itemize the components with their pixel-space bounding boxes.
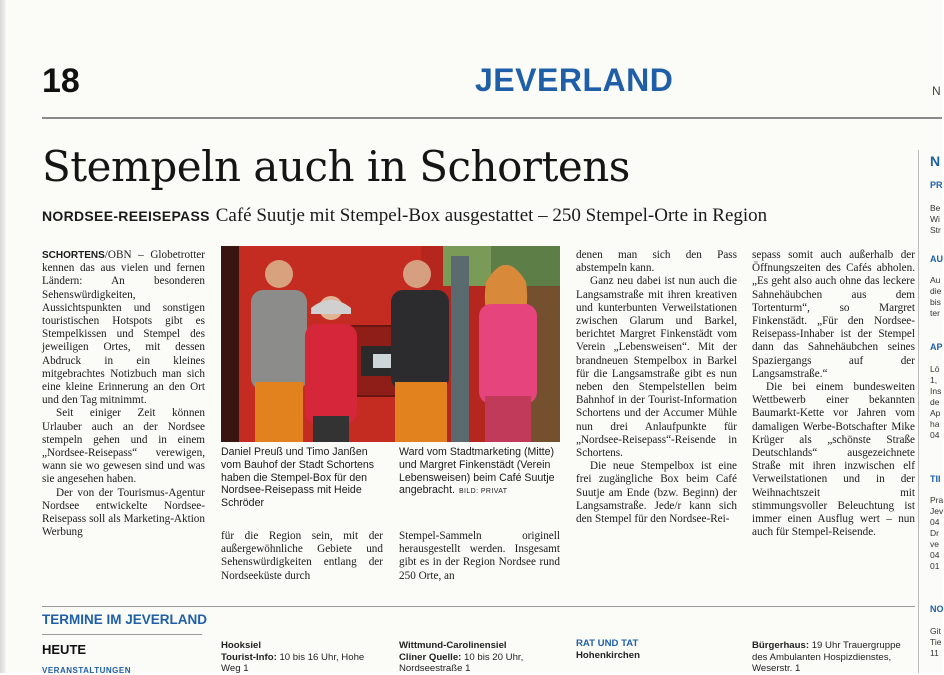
sidebar-subhead-1: PR xyxy=(930,180,943,190)
sidebar-subhead-2: AU xyxy=(930,254,943,264)
termine-col1-text: 10 bis 16 Uhr, Hohe Weg 1 xyxy=(221,651,365,674)
sidebar-subhead-5: NO xyxy=(930,604,944,614)
termine-col4-venue: Bürgerhaus: xyxy=(752,640,810,651)
sidebar-text-1: Be Wi Str xyxy=(930,203,941,235)
col4-paragraph-2: Ganz neu dabei ist nun auch die Langsamstraße mit ihren kreativen und kunterbunten Verweilstationen zwischen Glarum und Barkel, berichtet Margret Finkenstädt vom Verein „Lebensweisen“. Mit der brandneuen Stempelbox in Barkel für die Langsamstraße gibt es nun neben den Stempelstellen beim Bahnhof in der Tourist-Information Schortens und der Accumer Mühle nun drei Anlaufpunkte für „Nordsee-Reisepass“-Reisende in Schortens. xyxy=(576,275,737,460)
termine-col1-place: Hooksiel xyxy=(221,640,261,651)
article-headline: Stempeln auch in Schortens xyxy=(42,142,630,191)
termine-col4-text: 19 Uhr Trauergruppe des Ambulanten Hospizdienstes, Weserstr. 1 xyxy=(752,640,901,674)
photo-caption-right-text: Ward vom Stadtmarketing (Mitte) und Margret Finkenstädt (Verein Lebensweisen) beim Café Suutje angebracht. xyxy=(399,446,555,497)
sidebar-text-2: Au die bis ter xyxy=(930,275,942,318)
termine-rule xyxy=(42,606,915,607)
col1-paragraph-3: Der von der Tourismus-Agentur Nordsee entwickelte Nordsee-Reisepass soll als Marketing-Aktion Werbung xyxy=(42,486,205,539)
heute-subheading: VERANSTALTUNGEN xyxy=(42,666,131,675)
page-number: 18 xyxy=(42,62,80,100)
heute-rule xyxy=(42,634,202,635)
termine-col2-venue: Cliner Quelle: xyxy=(399,651,462,663)
photo-caption-left: Daniel Preuß und Timo Janßen vom Bauhof der Stadt Schortens haben die Stempel-Box für den Nordsee-Reisepass mit Heide Schröder xyxy=(221,446,375,510)
sidebar-heading: N xyxy=(930,153,941,169)
article-column-3 xyxy=(399,530,560,583)
photo-credit: BILD: PRIVAT xyxy=(458,488,508,496)
sidebar-subhead-3: AP xyxy=(930,342,943,352)
page-fold-shadow xyxy=(0,0,6,673)
sidebar-text-4: Pra Jev 04 Dr ve 04 01 xyxy=(930,495,944,571)
photo-caption-right xyxy=(399,446,560,499)
article-column-4 xyxy=(576,249,737,526)
photo-illustration xyxy=(221,246,560,442)
article-kicker xyxy=(42,205,767,227)
heute-label: HEUTE xyxy=(42,642,87,657)
sidebar-text-5: Git Tie 11 xyxy=(930,626,942,658)
article-column-1 xyxy=(42,249,205,539)
termine-col1-venue: Tourist-Info: xyxy=(221,651,277,663)
col1-paragraph-2: Seit einiger Zeit können Urlauber auch an der Nordsee stempeln gehen und in einem „Nordsee-Reisepass“ verewigen, wann sie wo gewesen sind und was sie angesehen haben. xyxy=(42,407,205,486)
header-rule xyxy=(42,117,942,119)
col1-paragraph-1: /OBN – Globetrotter kennen das aus vielen und fernen Ländern: An besonderen Sehenswürdigkeiten, Aussichtspunkten und sonstigen touristischen Hotspots gibt es Stempelkissen und Stempel des jeweiligen Ortes, mit dessen Abdruck in ein kleines mitgebrachtes Notizbuch man sich eine kleine Erinnerung an den Ort und den Tag mitnimmt. xyxy=(42,249,205,407)
termine-title: TERMINE IM JEVERLAND xyxy=(42,612,208,627)
termine-col3-heading: RAT UND TAT xyxy=(576,638,639,649)
termine-column-2 xyxy=(399,640,561,675)
col4-paragraph-3: Die neue Stempelbox ist eine frei zugängliche Box beim Café Suutje am Ende (bzw. Beginn) der Langsamstraße. Jede/r kann sich den Stempel für den Nordsee-Rei- xyxy=(576,460,737,526)
col2-text: für die Region sein, mit der außergewöhnliche Gebiete und Sehenswürdigkeiten entlang der Nordseeküste durch xyxy=(221,530,383,582)
sidebar-subhead-4: TII xyxy=(930,474,941,484)
termine-col2-place: Wittmund-Carolinensiel xyxy=(399,640,507,651)
col4-paragraph-1: denen man sich den Pass abstempeln kann. xyxy=(576,249,737,275)
kicker-text: Café Suutje mit Stempel-Box ausgestattet – 250 Stempel-Orte in Region xyxy=(215,205,768,226)
article-column-2 xyxy=(221,530,383,583)
article-photo xyxy=(221,246,560,442)
col5-paragraph-1: sepass somit auch außerhalb der Öffnungszeiten des Cafés abholen. „Es geht also auch ohne das leckere Sahnehäubchen aus dem Tortenturm“, so Margret Finkenstädt. „Für den Nordsee-Reisepass-Inhaber ist der Stempel dann das Sahnehäubchen seines Spaziergangs auf der Langsamstraße.“ xyxy=(752,249,915,380)
kicker-keyword: NORDSEE-REEISEPASS xyxy=(42,208,210,224)
col3-text: Stempel-Sammeln originell herausgestellt werden. Insgesamt gibt es in der Region Nordsee rund 250 Orte, an xyxy=(399,530,560,582)
dateline: SCHORTENS xyxy=(42,250,105,261)
sidebar-text-3: Lö 1, Ins de Ap ha 04 xyxy=(930,364,942,440)
col5-paragraph-2: Die bei einem bundesweiten Wettbewerb einer bekannten Baumarkt-Kette vor Jahren vom damaligen Werbe-Botschafter Mike Krüger als „schönste Straße Deutschlands“ ausgezeichnete Straße mit ihren inzwischen elf Verweilstationen und in der Weihnachtszeit mit stimmungsvoller Beleuchtung ist immer einen Ausflug wert – nun auch für Stempel-Reisende. xyxy=(752,381,915,539)
termine-column-4 xyxy=(752,640,915,675)
termine-col2-text: 10 bis 20 Uhr, Nordseestraße 1 xyxy=(399,651,524,674)
termine-col3-place: Hohenkirchen xyxy=(576,649,640,661)
termine-column-3 xyxy=(576,638,738,661)
article-column-5 xyxy=(752,249,915,539)
cut-off-header-text: N xyxy=(932,84,941,98)
section-title: JEVERLAND xyxy=(475,62,674,98)
termine-column-1 xyxy=(221,640,383,675)
